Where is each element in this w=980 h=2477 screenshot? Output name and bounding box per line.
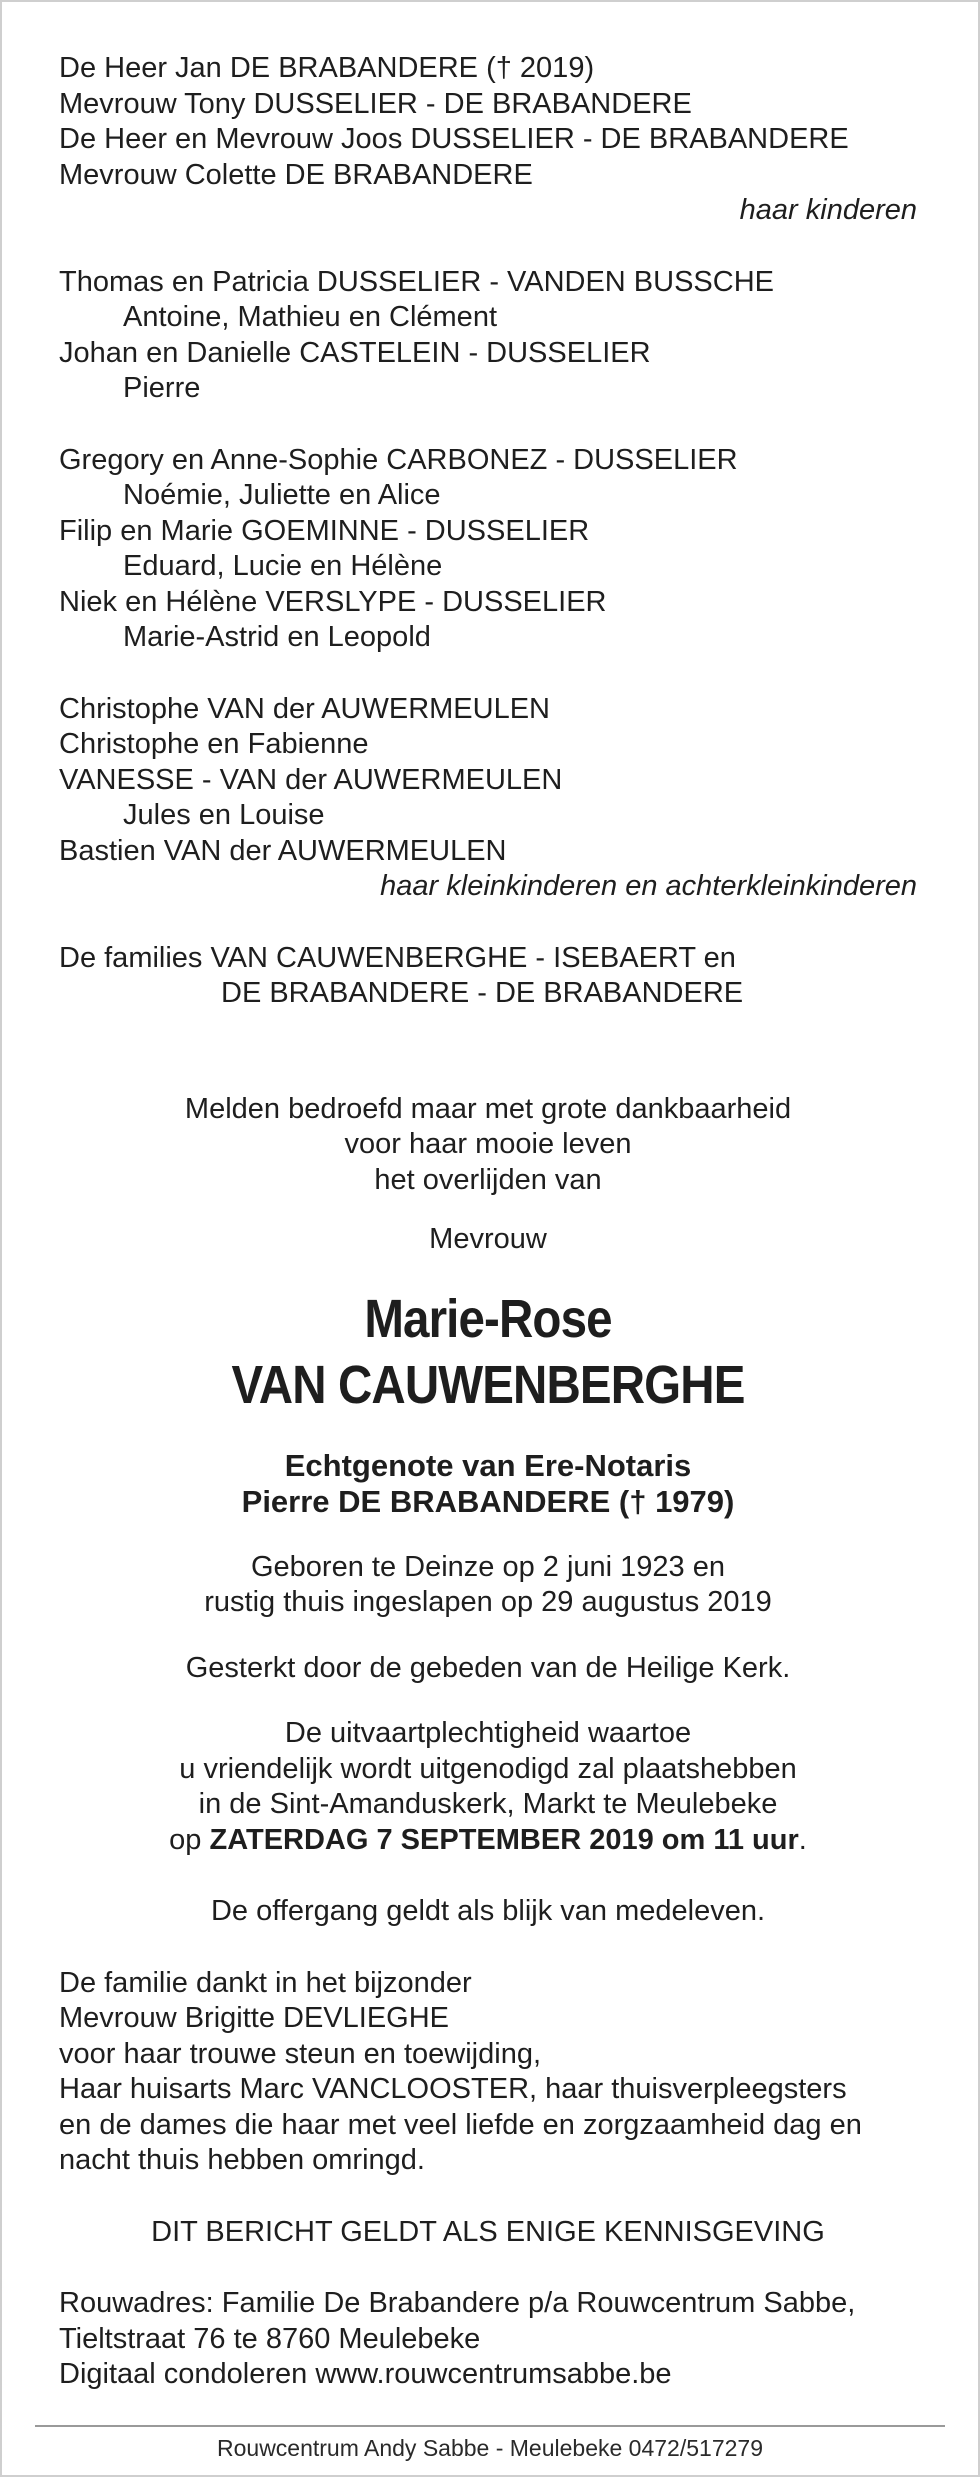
birth-line: Geboren te Deinze op 2 juni 1923 en xyxy=(250,1550,725,1583)
footer-divider xyxy=(35,2425,945,2427)
funeral-prefix: op xyxy=(169,1823,210,1856)
kids-line: Noémie, Juliette en Alice xyxy=(123,479,441,511)
deceased-last-name: VAN CAUWENBERGHE xyxy=(231,1354,745,1415)
kids-line: Jules en Louise xyxy=(123,799,325,831)
funeral-line: De uitvaartplechtigheid waartoe xyxy=(284,1717,692,1749)
parents-line: Thomas en Patricia DUSSELIER - VANDEN BUSSCHE xyxy=(59,265,775,298)
families-line: De families VAN CAUWENBERGHE - ISEBAERT en xyxy=(59,941,736,974)
honorific: Mevrouw xyxy=(429,1223,547,1255)
thanks xyxy=(59,1966,917,2179)
grandchildren-label: haar kleinkinderen en achterkleinkinderen xyxy=(380,870,917,902)
offering-note: De offergang geldt als blijk van medeleven. xyxy=(210,1895,766,1927)
death-line: rustig thuis ingeslapen op 29 augustus 2019 xyxy=(204,1586,772,1618)
parents-line: Christophe VAN der AUWERMEULEN xyxy=(59,692,551,725)
kids-line: Marie-Astrid en Leopold xyxy=(123,621,431,653)
spouse-line: Pierre DE BRABANDERE († 1979) xyxy=(241,1483,735,1519)
notice: DIT BERICHT GELDT ALS ENIGE KENNISGEVING xyxy=(151,2215,825,2248)
thanks-line: nacht thuis hebben omringd. xyxy=(59,2144,425,2176)
spouse-line: Echtgenote van Ere-Notaris xyxy=(284,1447,692,1483)
thanks-line: Haar huisarts Marc VANCLOOSTER, haar thuisverpleegsters xyxy=(59,2073,847,2105)
kids-line: Eduard, Lucie en Hélène xyxy=(123,550,443,582)
parents-line: Filip en Marie GOEMINNE - DUSSELIER xyxy=(59,514,590,547)
dates xyxy=(59,1550,917,1621)
families xyxy=(59,941,917,1012)
thanks-line: De familie dankt in het bijzonder xyxy=(59,1966,472,1999)
child-line: Mevrouw Tony DUSSELIER - DE BRABANDERE xyxy=(59,87,692,120)
parents-line: VANESSE - VAN der AUWERMEULEN xyxy=(59,763,563,796)
families-line: DE BRABANDERE - DE BRABANDERE xyxy=(221,977,744,1009)
obituary-content xyxy=(59,51,917,2393)
grandchildren-group-3 xyxy=(59,692,917,905)
thanks-line: voor haar trouwe steun en toewijding, xyxy=(59,2037,542,2070)
kids-line: Pierre xyxy=(123,372,201,404)
parents-line: Johan en Danielle CASTELEIN - DUSSELIER xyxy=(59,336,651,369)
funeral-suffix: . xyxy=(798,1823,807,1856)
thanks-line: Mevrouw Brigitte DEVLIEGHE xyxy=(59,2002,450,2034)
footer-credit: Rouwcentrum Andy Sabbe - Meulebeke 0472/517279 xyxy=(217,2435,763,2461)
child-line: Mevrouw Colette DE BRABANDERE xyxy=(59,158,533,191)
children-label: haar kinderen xyxy=(739,194,917,226)
child-line: De Heer Jan DE BRABANDERE († 2019) xyxy=(59,52,595,84)
thanks-line: en de dames die haar met veel liefde en zorgzaamheid dag en xyxy=(59,2108,862,2141)
announce-line: Melden bedroefd maar met grote dankbaarheid xyxy=(184,1092,792,1125)
deceased-first-name: Marie-Rose xyxy=(364,1288,612,1349)
announce-line: het overlijden van xyxy=(374,1163,602,1196)
children-list xyxy=(59,51,917,229)
parents-line: Niek en Hélène VERSLYPE - DUSSELIER xyxy=(59,585,607,618)
address xyxy=(59,2286,917,2393)
parents-line: Gregory en Anne-Sophie CARBONEZ - DUSSELIER xyxy=(59,443,738,476)
address-line: Tieltstraat 76 te 8760 Meulebeke xyxy=(59,2322,481,2355)
announcement xyxy=(59,1092,917,1199)
kids-line: Antoine, Mathieu en Clément xyxy=(123,301,497,333)
parents-line: Bastien VAN der AUWERMEULEN xyxy=(59,834,507,867)
announce-line: voor haar mooie leven xyxy=(344,1128,632,1160)
funeral-line: u vriendelijk wordt uitgenodigd zal plaatshebben xyxy=(179,1752,797,1785)
church-note: Gesterkt door de gebeden van de Heilige Kerk. xyxy=(185,1651,791,1684)
parents-line: Christophe en Fabienne xyxy=(59,728,369,760)
child-line: De Heer en Mevrouw Joos DUSSELIER - DE BRABANDERE xyxy=(59,123,849,155)
funeral-when: ZATERDAG 7 SEPTEMBER 2019 om 11 uur xyxy=(209,1823,799,1856)
funeral-line: in de Sint-Amanduskerk, Markt te Meulebeke xyxy=(198,1788,778,1820)
address-line: Digitaal condoleren www.rouwcentrumsabbe.be xyxy=(59,2358,672,2390)
grandchildren-group-2 xyxy=(59,443,917,656)
grandchildren-group-1 xyxy=(59,265,917,407)
address-line: Rouwadres: Familie De Brabandere p/a Rouwcentrum Sabbe, xyxy=(59,2287,856,2319)
funeral-date-line xyxy=(59,1823,917,1859)
funeral-info xyxy=(59,1716,917,1858)
